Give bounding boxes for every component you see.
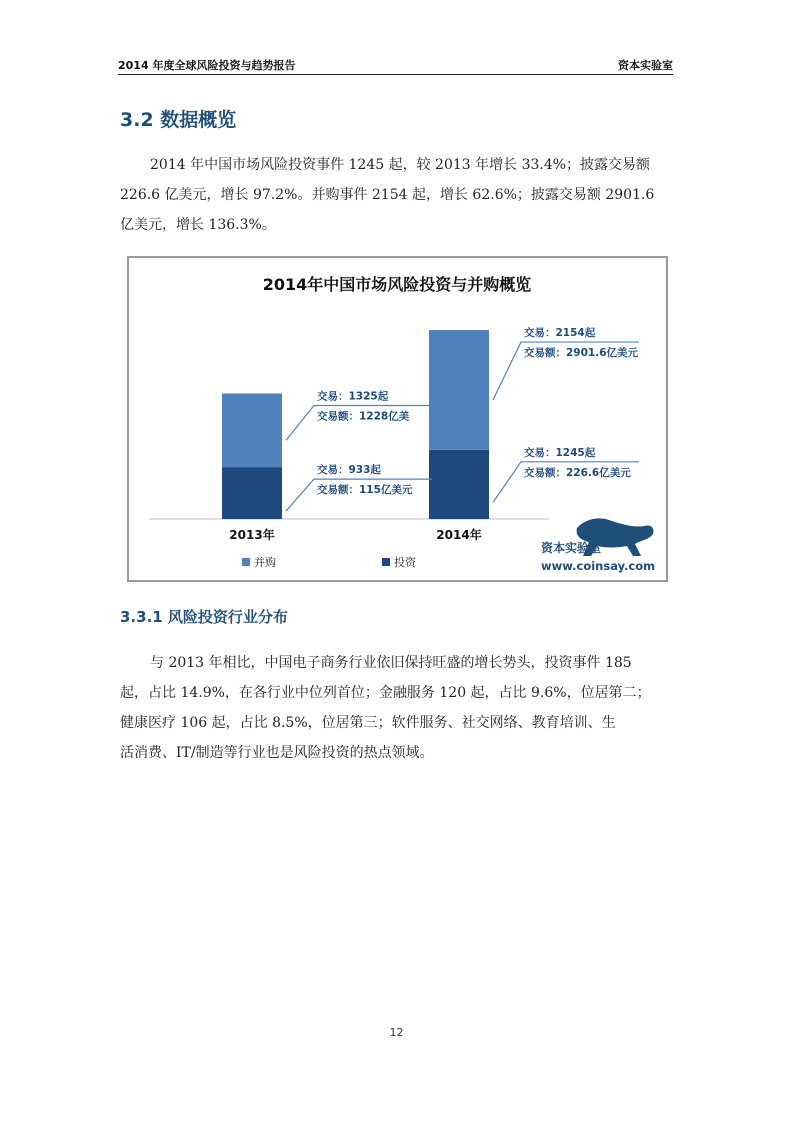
watermark-brand: 资本实验室 xyxy=(541,541,602,555)
paragraph-line: 226.6 亿美元，增长 97.2%。并购事件 2154 起，增长 62.6%；披露交易额 2901.6 xyxy=(120,187,655,203)
subsection-title: 3.3.1 风险投资行业分布 xyxy=(120,608,288,626)
x-tick-label: 2014年 xyxy=(436,528,482,542)
annotation-deal-value: 交易额：2901.6亿美元 xyxy=(524,347,639,360)
paragraph-line: 健康医疗 106 起，占比 8.5%，位居第三；软件服务、社交网络、教育培训、生 xyxy=(120,715,616,731)
annotation-deal-value: 交易额：115亿美元 xyxy=(317,484,413,497)
annotation-deal-count: 交易：1245起 xyxy=(524,446,596,459)
bar-investment-2014 xyxy=(429,450,489,519)
paragraph-line: 与 2013 年相比，中国电子商务行业依旧保持旺盛的增长势头，投资事件 185 xyxy=(150,655,632,671)
legend-label: 投资 xyxy=(394,556,416,569)
chart-title: 2014年中国市场风险投资与并购概览 xyxy=(262,275,532,294)
paragraph-line: 亿美元，增长 136.3%。 xyxy=(120,217,276,233)
watermark-url: www.coinsay.com xyxy=(541,559,656,573)
legend-swatch xyxy=(382,558,390,566)
bar-ma-2013 xyxy=(222,393,282,467)
paragraph-line: 2014 年中国市场风险投资事件 1245 起，较 2013 年增长 33.4%；披露交易额 xyxy=(150,157,651,173)
industry-paragraph xyxy=(120,648,676,768)
x-tick-label: 2013年 xyxy=(229,528,275,542)
paragraph-line: 起，占比 14.9%，在各行业中位列首位；金融服务 120 起，占比 9.6%，位居第二； xyxy=(120,685,651,701)
legend-swatch xyxy=(242,558,250,566)
overview-paragraph xyxy=(120,150,676,240)
section-title: 3.2 数据概览 xyxy=(120,109,237,131)
stacked-bar-chart xyxy=(129,258,666,580)
annotation-deal-value: 交易额：226.6亿美元 xyxy=(524,466,631,479)
chart-frame xyxy=(127,256,668,582)
legend-label: 并购 xyxy=(254,556,276,569)
header-rule xyxy=(118,74,673,75)
annotation-deal-value: 交易额：1228亿美 xyxy=(317,410,410,423)
header-publisher: 资本实验室 xyxy=(618,59,673,72)
header-report-title: 2014 年度全球风险投资与趋势报告 xyxy=(118,59,296,72)
annotation-deal-count: 交易：1325起 xyxy=(317,390,389,403)
paragraph-line: 活消费、IT/制造等行业也是风险投资的热点领域。 xyxy=(120,745,434,761)
annotation-deal-count: 交易：2154起 xyxy=(524,327,596,340)
bar-investment-2013 xyxy=(222,467,282,519)
page-number: 12 xyxy=(389,1026,404,1039)
bar-ma-2014 xyxy=(429,330,489,450)
page-header xyxy=(118,54,673,76)
annotation-deal-count: 交易：933起 xyxy=(317,464,381,477)
